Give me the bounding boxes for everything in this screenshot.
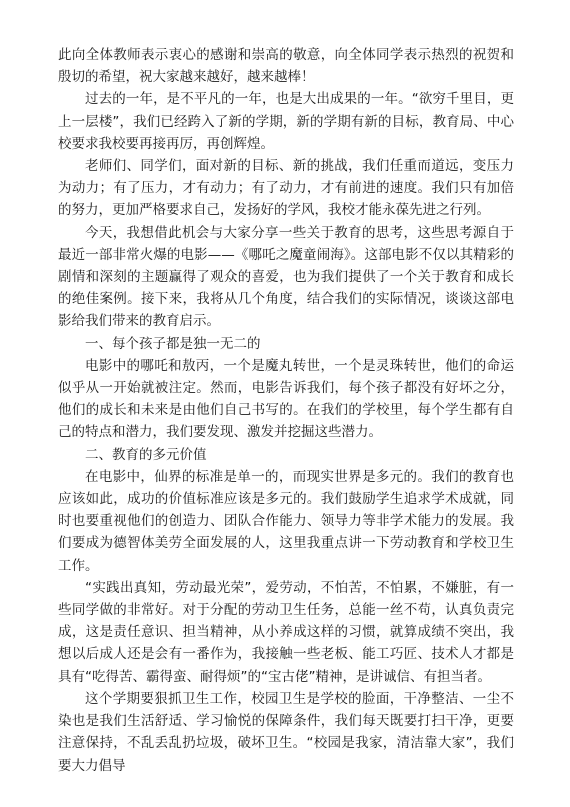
document-body xyxy=(58,44,514,777)
section-heading-unique-child: 一、每个孩子都是独一无二的 xyxy=(85,335,261,352)
paragraph-diverse-value: 在电影中，仙界的标准是单一的，而现实世界是多元的。我们的教育也应该如此，成功的价值标准应该是多元的。我们鼓励学生追求学术成就，同时也要重视他们的创造力、团队合作能力、领导力等非学术能力的发展。我们要成为德智体美劳全面发展的人，这里我重点讲一下劳动教育和学校卫生工作。 xyxy=(58,468,514,574)
paragraph-past-year: 过去的一年，是不平凡的一年，也是大出成果的一年。“欲穷千里目，更上一层楼”，我们已经跨入了新的学期，新的学期有新的目标，教育局、中心校要求我校要再接再厉，再创辉煌。 xyxy=(58,91,514,152)
section-heading-diverse-value: 二、教育的多元价值 xyxy=(85,446,207,463)
paragraph-movie-intro: 今天，我想借此机会与大家分享一些关于教育的思考，这些思考源自于最近一部非常火爆的电影——《哪吒之魔童闹海》。这部电影不仅以其精彩的剧情和深刻的主题赢得了观众的喜爱，也为我们提供了一个关于教育和成长的绝佳案例。接下来，我将从几个角度，结合我们的实际情况，谈谈这部电影给我们带来的教育启示。 xyxy=(58,224,514,330)
paragraph-new-goals: 老师们、同学们，面对新的目标、新的挑战，我们任重而道远，变压力为动力；有了压力，才有动力；有了动力，才有前进的速度。我们只有加倍的努力，更加严格要求自己，发扬好的学风，我校才能永葆先进之行列。 xyxy=(58,158,514,219)
paragraph-opening: 此向全体教师表示衷心的感谢和崇高的敬意，向全体同学表示热烈的祝贺和殷切的希望，祝大家越来越好，越来越棒！ xyxy=(58,47,514,86)
paragraph-hygiene-work: 这个学期要狠抓卫生工作，校园卫生是学校的脸面，干净整洁、一尘不染也是我们生活舒适、学习愉悦的保障条件，我们每天既要打扫干净，更要注意保持，不乱丢乱扔垃圾，破坏卫生。“校园是我家，清洁靠大家”，我们要大力倡导 xyxy=(58,690,514,774)
paragraph-unique-child: 电影中的哪吒和敖丙，一个是魔丸转世，一个是灵珠转世，他们的命运似乎从一开始就被注定。然而，电影告诉我们，每个孩子都没有好坏之分，他们的成长和未来是由他们自己书写的。在我们的学校里，每个学生都有自己的特点和潜力，我们要发现、激发并挖掘这些潜力。 xyxy=(58,357,514,441)
paragraph-labor-education: “实践出真知，劳动最光荣”，爱劳动，不怕苦，不怕累，不嫌脏，有一些同学做的非常好。对于分配的劳动卫生任务，总能一丝不苟，认真负责完成，这是责任意识、担当精神，从小养成这样的习惯，就算成绩不突出，我想以后成人还是会有一番作为，我接触一些老板、能工巧匠、技术人才都是具有“吃得苦、霸得蛮、耐得烦”的“宝古佬”精神，是讲诚信、有担当者。 xyxy=(58,579,514,685)
